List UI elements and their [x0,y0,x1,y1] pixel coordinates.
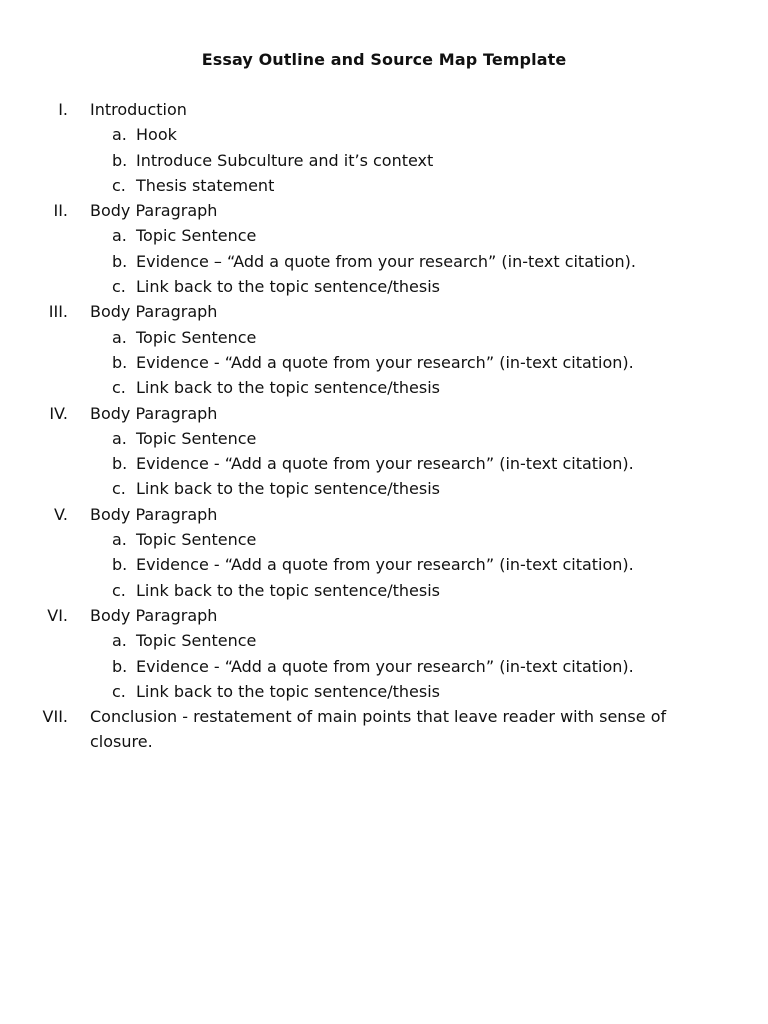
item-text: Link back to the topic sentence/thesis [136,479,440,499]
section-numeral: V. [54,504,68,524]
item-letter: b. [112,656,128,676]
item-text: Evidence - “Add a quote from your research” (in-text citation). [136,352,634,372]
item-letter: c. [112,580,126,600]
outline-item [0,122,768,147]
item-letter: a. [112,631,127,651]
section-heading: Body Paragraph [90,504,218,524]
section-heading: Conclusion - restatement of main points that leave reader with sense of [90,707,667,727]
outline-section [0,401,768,426]
outline-item [0,223,768,248]
outline-item [0,173,768,198]
outline-item [0,679,768,704]
outline-item [0,375,768,400]
outline-item [0,148,768,173]
outline-section [0,603,768,628]
section-heading: Body Paragraph [90,605,218,625]
section-heading: Body Paragraph [90,302,218,322]
section-numeral: III. [48,302,68,322]
item-text: Topic Sentence [136,226,257,246]
outline-item [0,350,768,375]
item-letter: c. [112,479,126,499]
item-text: Topic Sentence [136,530,257,550]
outline-item [0,451,768,476]
item-text: Evidence - “Add a quote from your research” (in-text citation). [136,656,634,676]
section-numeral: VI. [47,605,68,625]
item-text: Evidence - “Add a quote from your research” (in-text citation). [136,555,634,575]
outline-item [0,527,768,552]
outline-section [0,198,768,223]
item-letter: b. [112,454,128,474]
item-text: Introduce Subculture and it’s context [136,150,434,170]
outline-section [0,97,768,122]
item-text: Topic Sentence [136,327,257,347]
section-heading: Body Paragraph [90,201,218,221]
item-letter: a. [112,125,127,145]
item-letter: a. [112,327,127,347]
item-letter: a. [112,226,127,246]
section-numeral: II. [53,201,68,221]
outline-item [0,274,768,299]
outline-item [0,426,768,451]
outline-item [0,654,768,679]
outline-item [0,249,768,274]
outline-section [0,704,768,729]
outline-item [0,628,768,653]
outline-item [0,552,768,577]
item-text: Topic Sentence [136,631,257,651]
section-numeral: IV. [49,403,68,423]
outline-item [0,476,768,501]
item-letter: c. [112,681,126,701]
document-title: Essay Outline and Source Map Template [201,50,567,69]
outline-item [0,578,768,603]
section-heading-continued: closure. [90,732,153,752]
section-heading: Body Paragraph [90,403,218,423]
item-letter: b. [112,555,128,575]
outline-item [0,325,768,350]
section-numeral: VII. [42,707,68,727]
item-text: Link back to the topic sentence/thesis [136,681,440,701]
essay-outline [0,97,768,755]
item-text: Evidence – “Add a quote from your research” (in-text citation). [136,251,636,271]
outline-section [0,299,768,324]
item-text: Evidence - “Add a quote from your research” (in-text citation). [136,454,634,474]
item-text: Link back to the topic sentence/thesis [136,580,440,600]
item-letter: a. [112,530,127,550]
item-letter: c. [112,378,126,398]
item-text: Topic Sentence [136,428,257,448]
item-text: Link back to the topic sentence/thesis [136,378,440,398]
item-letter: a. [112,428,127,448]
item-letter: b. [112,150,128,170]
item-letter: c. [112,277,126,297]
outline-section-continuation [0,729,768,754]
item-letter: b. [112,251,128,271]
item-text: Link back to the topic sentence/thesis [136,277,440,297]
outline-section [0,502,768,527]
item-letter: b. [112,352,128,372]
item-text: Thesis statement [136,175,275,195]
section-heading: Introduction [90,100,187,119]
section-numeral: I. [58,100,68,119]
item-text: Hook [136,125,177,145]
item-letter: c. [112,175,126,195]
